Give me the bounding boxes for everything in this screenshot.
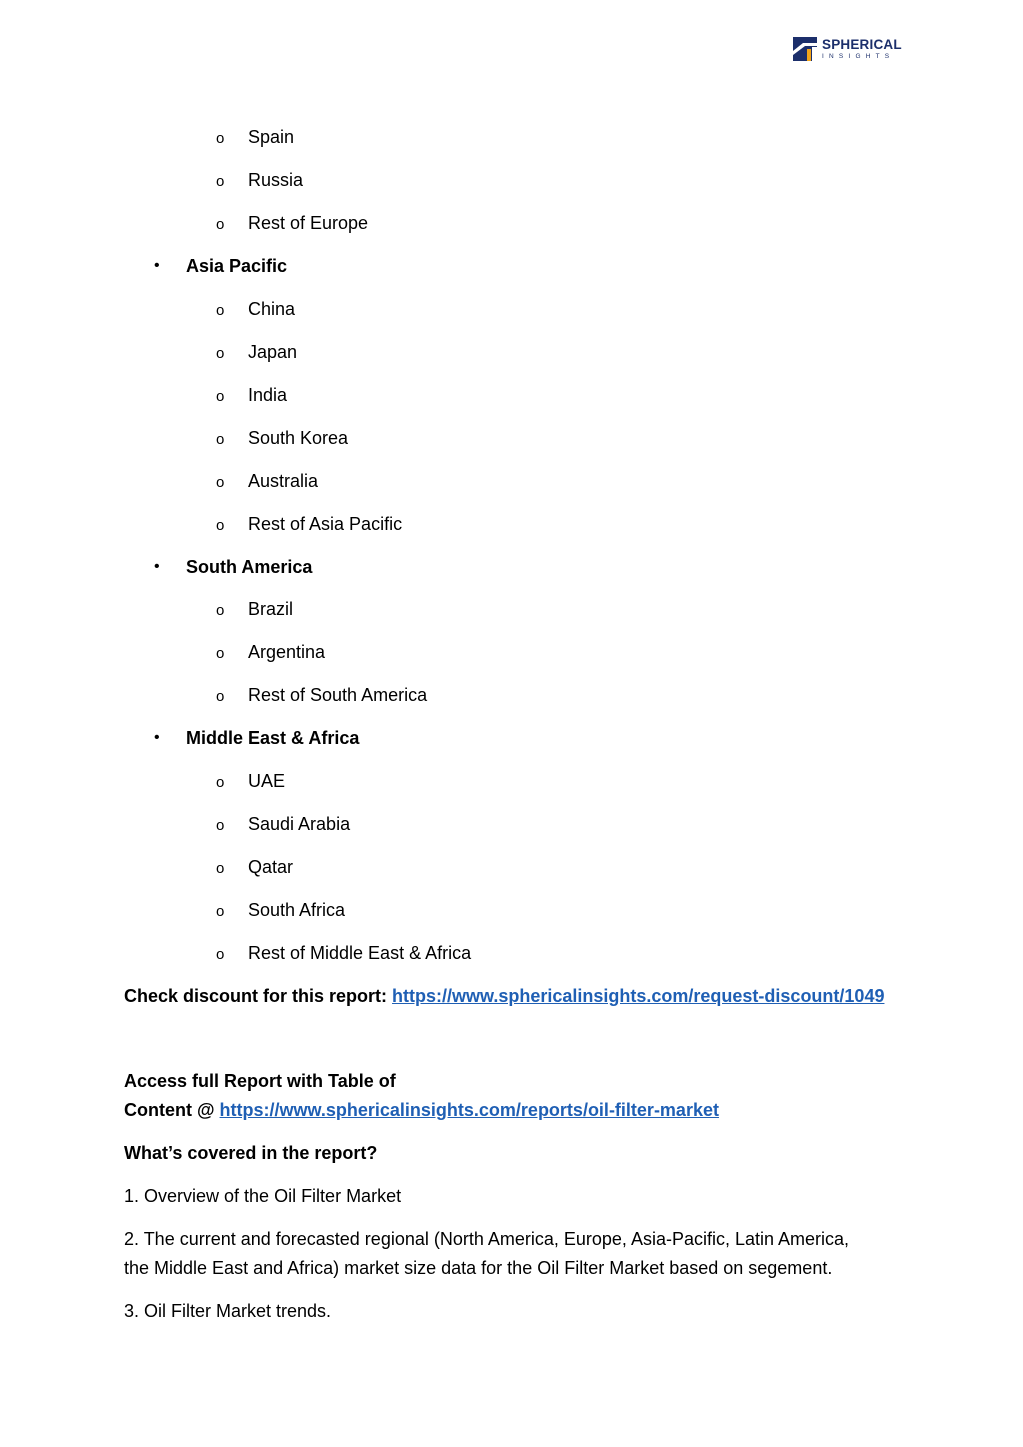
sub-bullet: o (216, 173, 225, 190)
list-item: Argentina (248, 642, 326, 662)
sub-bullet: o (216, 216, 225, 233)
list-item: Rest of Middle East & Africa (248, 943, 472, 963)
sub-bullet: o (216, 817, 225, 834)
main-bullet: • (154, 257, 160, 274)
access-label: Content @ (124, 1100, 220, 1120)
sub-bullet: o (216, 302, 225, 319)
access-line-1: Access full Report with Table of (124, 1071, 396, 1091)
list-item: South Africa (248, 900, 346, 920)
covered-item-1: 1. Overview of the Oil Filter Market (124, 1186, 402, 1206)
discount-link[interactable]: https://www.sphericalinsights.com/request-discount/1049 (392, 986, 885, 1006)
sub-bullet: o (216, 688, 225, 705)
list-item: South Korea (248, 428, 349, 448)
sub-bullet: o (216, 645, 225, 662)
list-item-russia: Russia (248, 170, 304, 190)
list-item: Saudi Arabia (248, 814, 351, 834)
covered-item-2-line-2: the Middle East and Africa) market size data for the Oil Filter Market based on segement. (124, 1258, 833, 1278)
list-item: India (248, 385, 288, 405)
company-logo (793, 37, 902, 61)
logo-sub: INSIGHTS (822, 52, 895, 60)
sub-bullet: o (216, 860, 225, 877)
region-heading-south-america: South America (186, 557, 313, 577)
report-link[interactable]: https://www.sphericalinsights.com/reports/oil-filter-market (219, 1100, 719, 1120)
sub-bullet: o (216, 517, 225, 534)
main-bullet: • (154, 729, 160, 746)
list-item: Qatar (248, 857, 294, 877)
discount-line (124, 985, 884, 1007)
sub-bullet: o (216, 345, 225, 362)
sub-bullet: o (216, 903, 225, 920)
sub-bullet: o (216, 946, 225, 963)
covered-item-3: 3. Oil Filter Market trends. (124, 1301, 332, 1321)
sub-bullet: o (216, 774, 225, 791)
sub-bullet: o (216, 474, 225, 491)
sub-bullet: o (216, 388, 225, 405)
covered-heading: What’s covered in the report? (124, 1143, 378, 1163)
list-item: Brazil (248, 599, 294, 619)
access-line-2 (124, 1099, 719, 1121)
region-heading-asia-pacific: Asia Pacific (186, 256, 288, 276)
list-item: UAE (248, 771, 286, 791)
list-item: China (248, 299, 296, 319)
sub-bullet: o (216, 431, 225, 448)
logo-mark-icon (793, 37, 817, 61)
list-item-rest-of-europe: Rest of Europe (248, 213, 369, 233)
main-bullet: • (154, 558, 160, 575)
list-item-spain: Spain (248, 127, 295, 147)
sub-bullet: o (216, 130, 225, 147)
logo-name: SPHERICAL (822, 37, 902, 52)
list-item: Australia (248, 471, 319, 491)
region-heading-mea: Middle East & Africa (186, 728, 360, 748)
list-item: Rest of South America (248, 685, 428, 705)
discount-label: Check discount for this report: (124, 986, 393, 1006)
sub-bullet: o (216, 602, 225, 619)
list-item: Rest of Asia Pacific (248, 514, 403, 534)
covered-item-2-line-1: 2. The current and forecasted regional (North America, Europe, Asia-Pacific, Latin America, (124, 1229, 850, 1249)
list-item: Japan (248, 342, 298, 362)
